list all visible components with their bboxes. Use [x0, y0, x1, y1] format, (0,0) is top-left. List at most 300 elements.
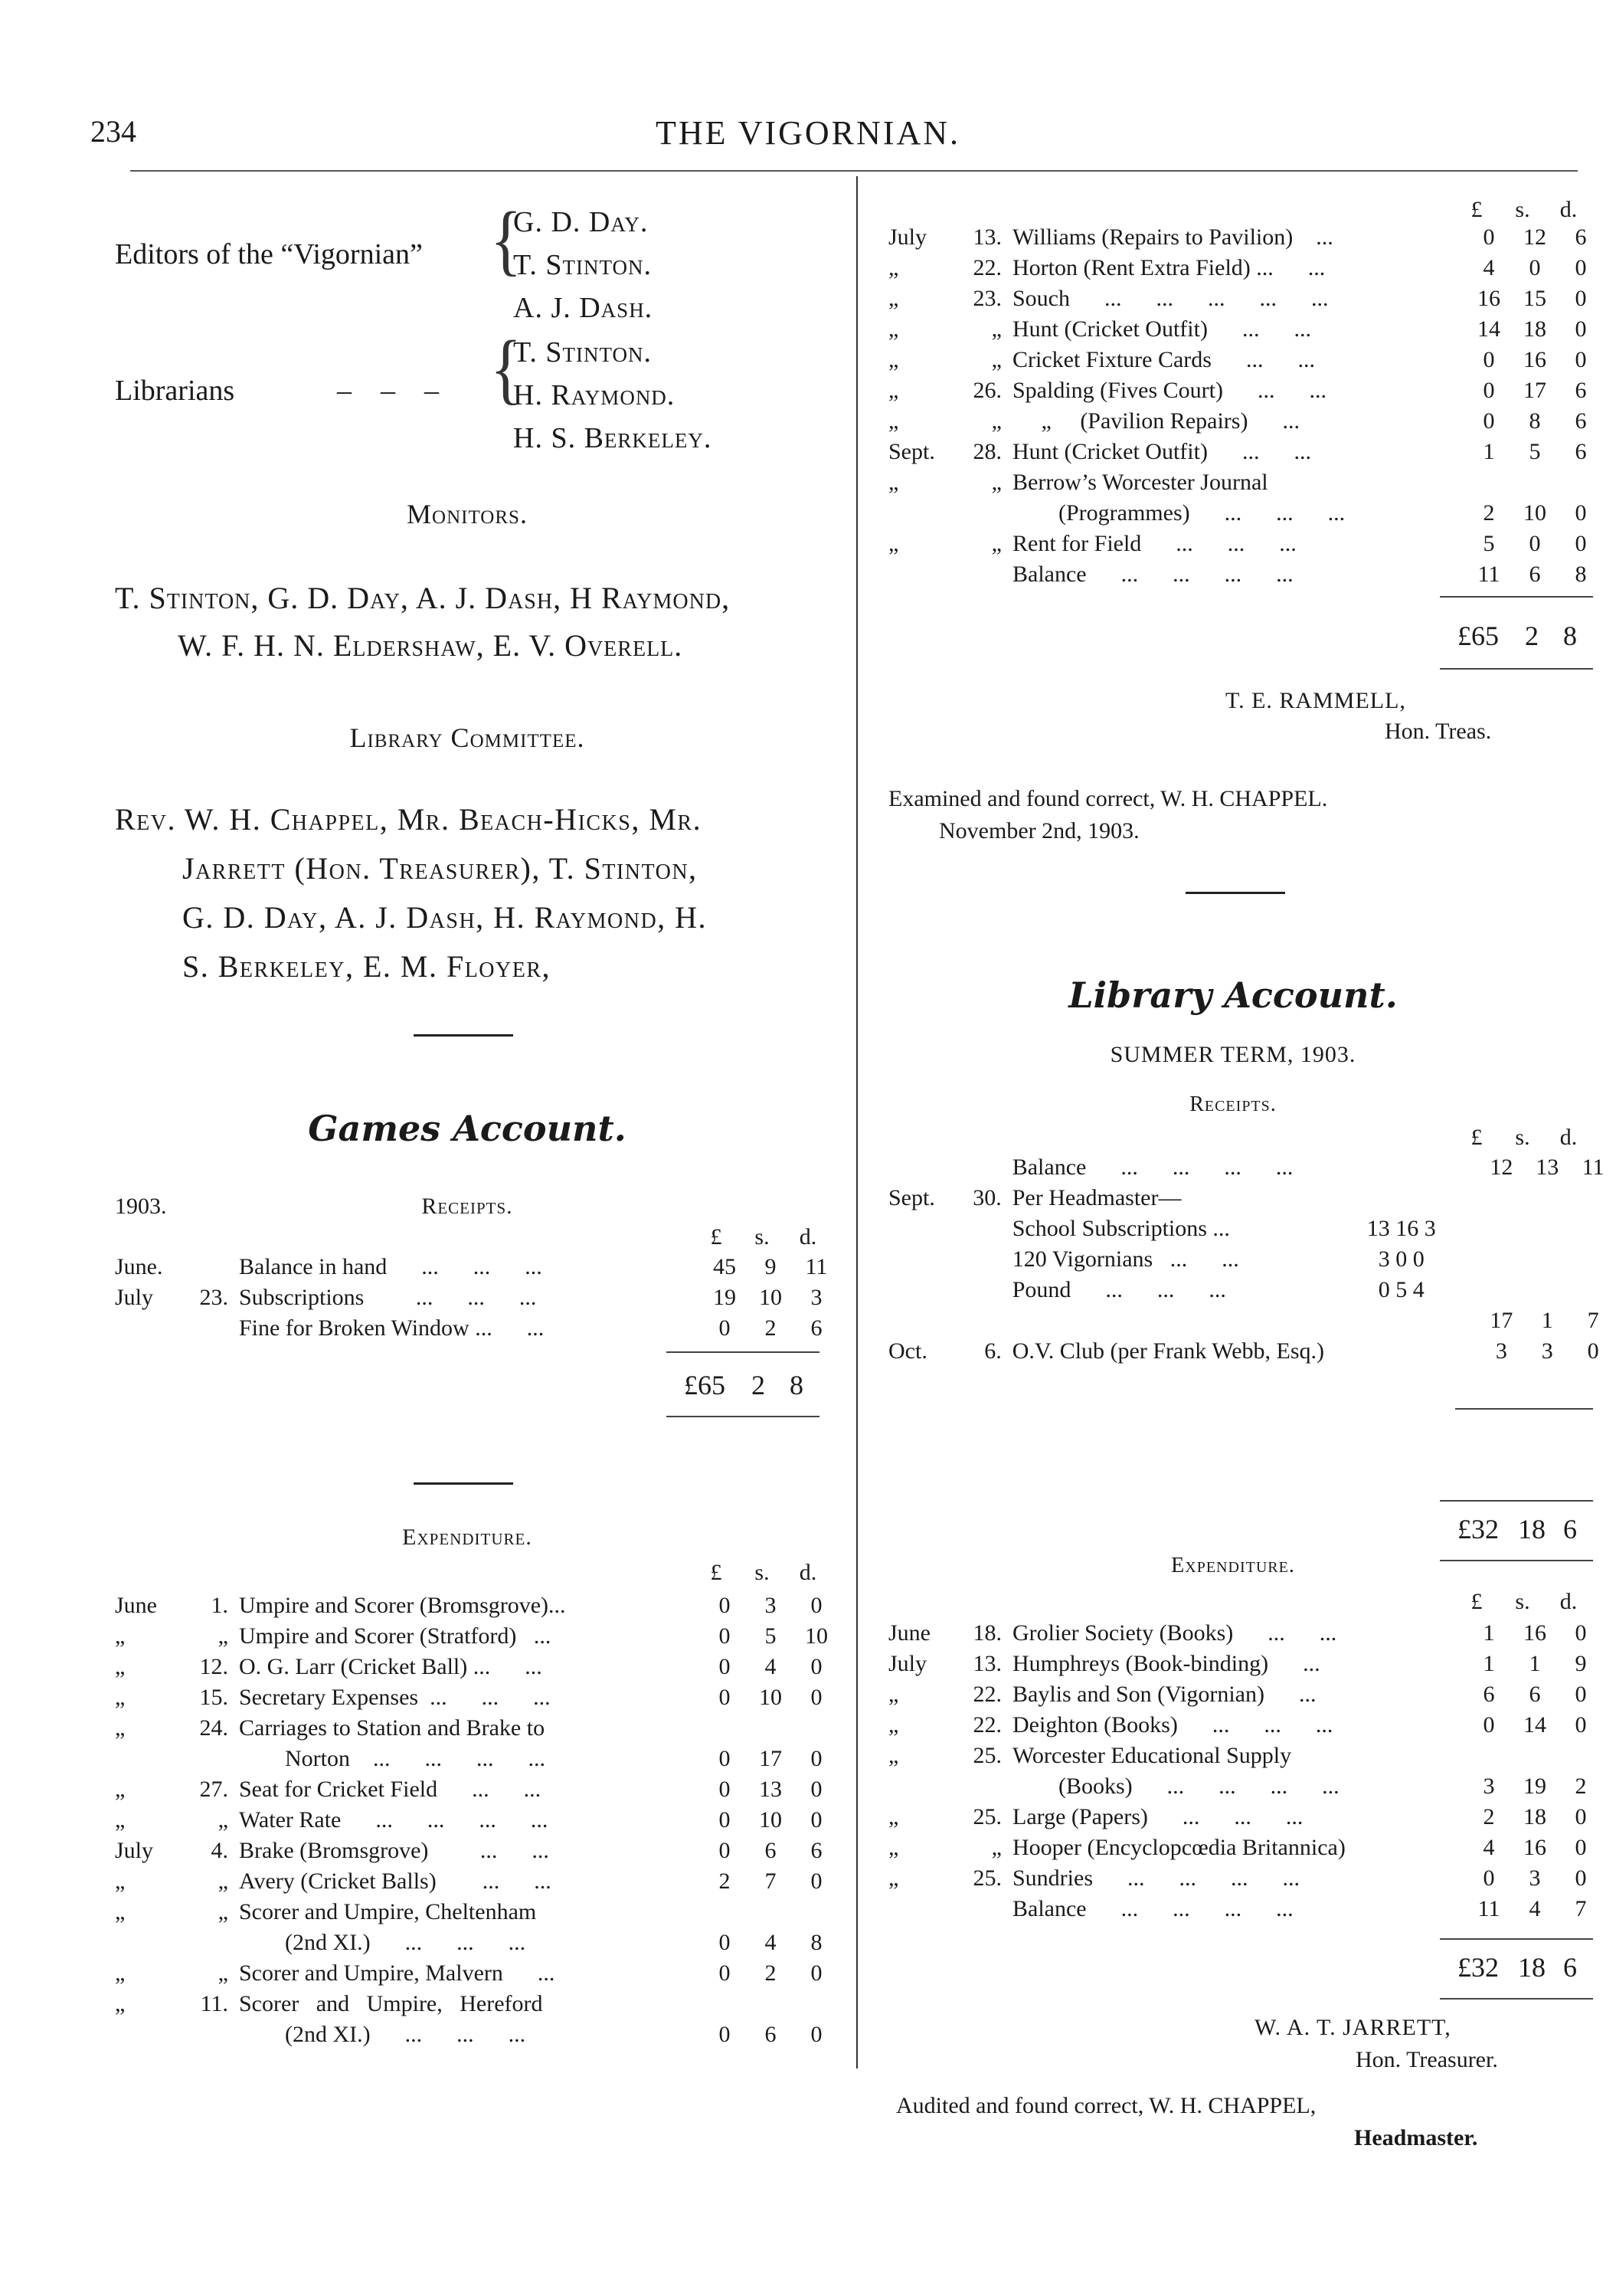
amount-pence: 6 — [1575, 224, 1587, 250]
total-rule — [1440, 668, 1593, 670]
amount-pence: 0 — [810, 1777, 823, 1802]
entry-item: (Books) ... ... ... ... — [1012, 1774, 1340, 1799]
amount-pounds — [702, 1989, 747, 2019]
entry-item: Balance ... ... ... ... — [1012, 562, 1294, 587]
entry-month: June — [888, 1620, 931, 1646]
running-title: THE VIGORNIAN. — [655, 114, 961, 152]
amount-pounds — [1478, 1183, 1524, 1214]
table-row — [115, 1744, 839, 1774]
amount-pence: 0 — [810, 1807, 823, 1833]
amount-pounds: 45 — [713, 1254, 736, 1279]
amount-shillings: 12 — [1523, 224, 1546, 250]
amount-pounds: 0 — [718, 1654, 731, 1679]
library-receipts-heading: Receipts. — [1189, 1092, 1277, 1116]
amount-shillings: 9 — [764, 1254, 777, 1279]
entry-item: Souch ... ... ... ... ... — [1012, 286, 1329, 311]
entry-month: Oct. — [888, 1338, 927, 1364]
entry-item: School Subscriptions ... — [1012, 1216, 1230, 1241]
library-expenditure-total: £32 18 6 — [1457, 1952, 1577, 1983]
amount-shillings — [747, 1713, 793, 1744]
entry-item: O.V. Club (per Frank Webb, Esq.) — [1012, 1338, 1325, 1364]
amount-shillings: 7 — [764, 1869, 777, 1894]
entry-item: Hunt (Cricket Outfit) ... ... — [1012, 316, 1311, 342]
amount-pounds: 2 — [718, 1869, 731, 1894]
entry-item: Williams (Repairs to Pavilion) ... — [1012, 224, 1333, 250]
amount-shillings: 15 — [1523, 286, 1546, 311]
editors-label: Editors of the “Vigornian” — [115, 238, 423, 270]
entry-day: „ — [991, 316, 1002, 342]
amount-pence: 2 — [1575, 1774, 1587, 1799]
amount-shillings: 10 — [759, 1685, 782, 1710]
table-row — [888, 529, 1604, 559]
library-receipts-lsd-header: £ s. d. — [1470, 1125, 1578, 1150]
amount-pounds: 5 — [1483, 531, 1495, 556]
library-receipts-total: £32 18 6 — [1457, 1514, 1577, 1544]
amount-pounds: 2 — [1483, 1804, 1495, 1829]
games-treasurer-title: Hon. Treas. — [1385, 719, 1492, 744]
total-rule — [1440, 596, 1593, 598]
amount-pence: 10 — [805, 1623, 828, 1649]
table-row — [888, 283, 1604, 314]
entry-month — [888, 559, 954, 590]
amount-shillings: 8 — [1529, 408, 1541, 434]
amount-shillings: 6 — [1529, 562, 1541, 587]
table-row — [888, 1771, 1604, 1802]
amount-pounds — [1466, 1741, 1512, 1771]
entry-month — [115, 1928, 181, 1958]
amount-shillings — [1524, 1244, 1570, 1275]
amount-shillings: 4 — [764, 1930, 777, 1955]
amount-pounds: 0 — [718, 1838, 731, 1863]
entry-item: Scorer and Umpire, Malvern ... — [239, 1960, 555, 1986]
amount-pence: 0 — [1575, 531, 1587, 556]
table-row — [888, 1679, 1604, 1710]
amount-pence: 0 — [1575, 316, 1587, 342]
amount-pence: 6 — [810, 1838, 823, 1863]
amount-pence — [1570, 1183, 1616, 1214]
games-examined-note: Examined and found correct, W. H. CHAPPEL. November 2nd, 1903. — [888, 786, 1328, 843]
entry-month: „ — [115, 1991, 126, 2016]
amount-pence — [1570, 1214, 1616, 1244]
table-row — [888, 1275, 1616, 1305]
amount-shillings: 6 — [764, 2022, 777, 2047]
entry-day: 1. — [211, 1593, 228, 1618]
entry-item: Avery (Cricket Balls) ... ... — [239, 1869, 551, 1894]
library-expenditure-lsd-header: £ s. d. — [1470, 1589, 1578, 1614]
entry-subamount: 0 5 4 — [1378, 1277, 1425, 1302]
entry-item: (2nd XI.) ... ... ... — [239, 1930, 526, 1955]
entry-month — [888, 1305, 954, 1336]
entry-day — [181, 1313, 239, 1344]
entry-item: Sundries ... ... ... ... — [1012, 1865, 1300, 1891]
amount-shillings: 5 — [1529, 439, 1541, 464]
entry-day — [954, 498, 1012, 529]
amount-pence — [1558, 1741, 1604, 1771]
entry-item: Water Rate ... ... ... ... — [239, 1807, 548, 1833]
table-row — [888, 1183, 1616, 1214]
entry-day: 26. — [973, 378, 1002, 403]
entry-item: Pound ... ... ... — [1012, 1277, 1226, 1302]
entry-month: July — [888, 1651, 927, 1676]
table-row — [115, 1621, 839, 1652]
amount-pence: 0 — [1575, 255, 1587, 280]
entry-month — [888, 1214, 954, 1244]
section-rule — [414, 1482, 513, 1485]
entry-day — [954, 559, 1012, 590]
amount-shillings: 3 — [764, 1593, 777, 1618]
subtotal-rule — [1455, 1408, 1593, 1410]
entry-item: Humphreys (Book-binding) ... — [1012, 1651, 1320, 1676]
amount-shillings: 1 — [1529, 1651, 1541, 1676]
entry-item: Hooper (Encyclopcœdia Britannica) — [1012, 1835, 1346, 1860]
amount-pence: 7 — [1587, 1308, 1599, 1333]
entry-month — [115, 1313, 181, 1344]
library-treasurer-title: Hon. Treasurer. — [1356, 2047, 1498, 2072]
entry-month: Sept. — [888, 1185, 935, 1210]
library-treasurer-name: W. A. T. JARRETT, — [1255, 2015, 1451, 2040]
entry-item: 120 Vigornians ... ... — [1012, 1246, 1239, 1272]
games-treasurer-name: T. E. RAMMELL, — [1225, 688, 1406, 713]
table-row — [888, 1336, 1616, 1367]
amount-shillings: 18 — [1523, 316, 1546, 342]
entry-subamount — [1324, 1336, 1478, 1367]
entry-day: 25. — [973, 1743, 1002, 1768]
table-row — [115, 1928, 839, 1958]
amount-pounds: 12 — [1490, 1155, 1513, 1180]
table-row — [115, 1989, 839, 2019]
entry-item: Fine for Broken Window ... ... — [239, 1315, 545, 1341]
amount-pence: 6 — [1575, 378, 1587, 403]
amount-pence — [793, 1713, 839, 1744]
entry-day: 18. — [973, 1620, 1002, 1646]
amount-pence: 0 — [810, 1869, 823, 1894]
table-row — [888, 1802, 1604, 1833]
entry-item: Subscriptions ... ... ... — [239, 1285, 537, 1310]
table-row — [115, 2019, 839, 2050]
entry-item: Balance in hand ... ... ... — [239, 1254, 542, 1279]
editor-name: T. Stinton. — [513, 249, 653, 281]
entry-item: Spalding (Fives Court) ... ... — [1012, 378, 1326, 403]
amount-pounds: 0 — [1483, 1865, 1495, 1891]
entry-subamount: 13 16 3 — [1366, 1216, 1436, 1241]
entry-item: Per Headmaster— — [1012, 1185, 1182, 1210]
entry-day — [181, 2019, 239, 2050]
library-expenditure-heading: Expenditure. — [1171, 1554, 1295, 1577]
entry-month: „ — [888, 255, 899, 280]
entry-day: 12. — [199, 1654, 228, 1679]
amount-pounds: 0 — [718, 1807, 731, 1833]
entry-month — [888, 1771, 954, 1802]
entry-month: „ — [115, 1869, 126, 1894]
amount-pounds: 17 — [1490, 1308, 1513, 1333]
total-rule — [666, 1351, 819, 1353]
library-audited-signer: Headmaster. — [1354, 2125, 1478, 2150]
librarian-name: H. Raymond. — [513, 379, 676, 411]
amount-shillings: 3 — [1529, 1865, 1541, 1891]
table-row — [888, 1649, 1604, 1679]
amount-shillings — [1512, 467, 1558, 498]
amount-shillings: 14 — [1523, 1712, 1546, 1738]
entry-item: (2nd XI.) ... ... ... — [239, 2022, 526, 2047]
amount-shillings: 17 — [759, 1746, 782, 1771]
amount-shillings: 19 — [1523, 1774, 1546, 1799]
library-receipts-table — [888, 1152, 1616, 1367]
entry-day: 13. — [973, 1651, 1002, 1676]
amount-shillings: 6 — [1529, 1682, 1541, 1707]
amount-pounds: 11 — [1477, 562, 1500, 587]
amount-shillings: 4 — [764, 1654, 777, 1679]
games-year: 1903. — [115, 1194, 167, 1219]
table-row — [115, 1252, 839, 1282]
editors-brace: { — [490, 195, 522, 283]
games-receipts-lsd-header: £ s. d. — [710, 1224, 817, 1250]
entry-month — [888, 1152, 954, 1183]
page-number: 234 — [90, 114, 136, 149]
entry-item: Balance ... ... ... ... — [1012, 1896, 1294, 1921]
section-rule — [1186, 892, 1285, 894]
monitors-line: T. Stinton, G. D. Day, A. J. Dash, H Raymond, — [115, 581, 731, 615]
amount-pounds: 4 — [1483, 255, 1495, 280]
monitors-line: W. F. H. N. Eldershaw, E. V. Overell. — [178, 628, 683, 663]
entry-item: Large (Papers) ... ... ... — [1012, 1804, 1304, 1829]
entry-day: „ — [991, 347, 1002, 372]
entry-month: „ — [888, 378, 899, 403]
table-row — [888, 375, 1604, 406]
library-committee-heading: Library Committee. — [349, 722, 585, 753]
amount-pounds: 1 — [1483, 1651, 1495, 1676]
table-row — [115, 1866, 839, 1897]
amount-shillings: 4 — [1529, 1896, 1541, 1921]
amount-pounds: 1 — [1483, 1620, 1495, 1646]
entry-day: 22. — [973, 255, 1002, 280]
librarians-label: Librarians — [115, 375, 235, 407]
editor-name: G. D. Day. — [513, 206, 649, 238]
amount-pence: 0 — [1575, 286, 1587, 311]
entry-item: Scorer and Umpire, Cheltenham — [239, 1899, 537, 1924]
committee-line: Rev. W. H. Chappel, Mr. Beach-Hicks, Mr. — [115, 802, 702, 837]
entry-day — [954, 1894, 1012, 1924]
entry-subamount: 3 0 0 — [1378, 1246, 1425, 1272]
entry-day — [954, 1244, 1012, 1275]
amount-pence — [793, 1989, 839, 2019]
library-expenditure-table — [888, 1618, 1604, 1924]
amount-pence: 0 — [810, 1685, 823, 1710]
entry-day: 28. — [973, 439, 1002, 464]
amount-pounds: 2 — [1483, 500, 1495, 526]
amount-pounds: 4 — [1483, 1835, 1495, 1860]
amount-pounds: 0 — [1483, 347, 1495, 372]
entry-day: 23. — [973, 286, 1002, 311]
amount-pence — [793, 1897, 839, 1928]
entry-month: „ — [115, 1715, 126, 1741]
entry-month: July — [888, 224, 927, 250]
amount-pence — [1558, 467, 1604, 498]
table-row — [888, 314, 1604, 345]
librarians-brace: { — [490, 323, 522, 412]
entry-month: „ — [888, 316, 899, 342]
amount-shillings: 3 — [1541, 1338, 1553, 1364]
amount-pounds: 0 — [718, 1315, 731, 1341]
amount-pounds: 14 — [1477, 316, 1500, 342]
amount-pence: 0 — [810, 2022, 823, 2047]
table-row — [888, 1833, 1604, 1863]
amount-shillings: 16 — [1523, 1620, 1546, 1646]
table-row — [888, 467, 1604, 498]
entry-subamount — [1324, 1305, 1478, 1336]
library-committee-list — [115, 795, 707, 991]
amount-pence: 8 — [1575, 562, 1587, 587]
entry-day — [181, 1252, 239, 1282]
games-receipts-table — [115, 1252, 839, 1344]
entry-month: July — [115, 1838, 154, 1863]
amount-shillings — [1524, 1214, 1570, 1244]
entry-item: Berrow’s Worcester Journal — [1012, 470, 1268, 495]
amount-shillings: 0 — [1529, 255, 1541, 280]
editors-names — [513, 201, 653, 329]
amount-shillings: 13 — [759, 1777, 782, 1802]
entry-month: „ — [888, 1804, 899, 1829]
table-row — [888, 1894, 1604, 1924]
entry-month — [888, 498, 954, 529]
entry-month: „ — [115, 1899, 126, 1924]
entry-item: Hunt (Cricket Outfit) ... ... — [1012, 439, 1311, 464]
table-row — [888, 1214, 1616, 1244]
library-audited-line: Audited and found correct, W. H. CHAPPEL, — [896, 2093, 1317, 2118]
entry-day: „ — [218, 1899, 228, 1924]
entry-day — [181, 1744, 239, 1774]
table-row — [888, 345, 1604, 375]
entry-item: Baylis and Son (Vigornian) ... — [1012, 1682, 1317, 1707]
library-account-heading: Library Account. — [1068, 974, 1398, 1016]
amount-pounds: 3 — [1483, 1774, 1495, 1799]
amount-shillings — [747, 1897, 793, 1928]
amount-pence: 0 — [1575, 1682, 1587, 1707]
entry-month: „ — [115, 1685, 126, 1710]
entry-day: 22. — [973, 1712, 1002, 1738]
games-account-heading: Games Account. — [308, 1108, 626, 1149]
amount-pence: 0 — [1575, 1804, 1587, 1829]
amount-pounds — [1478, 1275, 1524, 1305]
entry-item: Scorer and Umpire, Hereford — [239, 1991, 543, 2016]
total-rule — [1440, 1938, 1593, 1940]
amount-pounds: 0 — [718, 1685, 731, 1710]
entry-day: 25. — [973, 1865, 1002, 1891]
table-row — [115, 1713, 839, 1744]
entry-day: 22. — [973, 1682, 1002, 1707]
entry-subamount — [1324, 1183, 1478, 1214]
entry-month: June. — [115, 1254, 163, 1279]
entry-item: Horton (Rent Extra Field) ... ... — [1012, 255, 1326, 280]
entry-item: Worcester Educational Supply — [1012, 1743, 1292, 1768]
amount-pounds: 0 — [718, 1960, 731, 1986]
table-row — [888, 1710, 1604, 1741]
games-continued-table — [888, 222, 1604, 590]
entry-item: Secretary Expenses ... ... ... — [239, 1685, 551, 1710]
amount-pounds: 6 — [1483, 1682, 1495, 1707]
entry-month: „ — [115, 1654, 126, 1679]
entry-day: „ — [218, 1960, 228, 1986]
entry-day: „ — [218, 1807, 228, 1833]
entry-day — [954, 1214, 1012, 1244]
entry-item: O. G. Larr (Cricket Ball) ... ... — [239, 1654, 542, 1679]
entry-item: Deighton (Books) ... ... ... — [1012, 1712, 1333, 1738]
entry-day: 4. — [211, 1838, 228, 1863]
amount-shillings: 2 — [764, 1315, 777, 1341]
table-row — [888, 559, 1604, 590]
amount-pence: 0 — [810, 1746, 823, 1771]
amount-pounds: 0 — [718, 1623, 731, 1649]
amount-pounds: 3 — [1495, 1338, 1507, 1364]
amount-pence: 7 — [1575, 1896, 1587, 1921]
table-row — [115, 1682, 839, 1713]
entry-day: 30. — [973, 1185, 1002, 1210]
monitors-heading: Monitors. — [407, 499, 528, 529]
entry-item: Balance ... ... ... ... — [1012, 1155, 1294, 1180]
entry-day: „ — [991, 470, 1002, 495]
table-row — [115, 1897, 839, 1928]
entry-month: „ — [115, 1623, 126, 1649]
entry-day: 25. — [973, 1804, 1002, 1829]
amount-pounds: 19 — [713, 1285, 736, 1310]
entry-item: „ (Pavilion Repairs) ... — [1012, 408, 1300, 434]
entry-month — [888, 1894, 954, 1924]
amount-pence: 0 — [1575, 1865, 1587, 1891]
amount-pence: 9 — [1575, 1651, 1587, 1676]
entry-day — [954, 1275, 1012, 1305]
entry-month: „ — [888, 1712, 899, 1738]
entry-day: 11. — [200, 1991, 228, 2016]
amount-pounds: 1 — [1483, 439, 1495, 464]
entry-day: 24. — [199, 1715, 228, 1741]
amount-pence: 6 — [1575, 408, 1587, 434]
table-row — [115, 1652, 839, 1682]
entry-month: „ — [888, 531, 899, 556]
amount-pounds — [1478, 1244, 1524, 1275]
amount-pounds: 0 — [1483, 224, 1495, 250]
amount-pence: 3 — [810, 1285, 823, 1310]
entry-item: Grolier Society (Books) ... ... — [1012, 1620, 1337, 1646]
games-receipts-total: £65 2 8 — [684, 1370, 803, 1400]
entry-day: „ — [991, 531, 1002, 556]
amount-shillings: 1 — [1541, 1308, 1553, 1333]
amount-shillings — [1524, 1183, 1570, 1214]
entry-month: „ — [888, 1865, 899, 1891]
amount-shillings: 5 — [764, 1623, 777, 1649]
amount-pence: 11 — [805, 1254, 828, 1279]
entry-item: (Programmes) ... ... ... — [1012, 500, 1346, 526]
section-rule — [414, 1034, 513, 1037]
amount-shillings: 6 — [764, 1838, 777, 1863]
amount-shillings: 13 — [1536, 1155, 1559, 1180]
amount-pounds — [1466, 467, 1512, 498]
table-row — [888, 1618, 1604, 1649]
entry-month: Sept. — [888, 439, 935, 464]
amount-pounds — [1478, 1214, 1524, 1244]
entry-item: Umpire and Scorer (Bromsgrove)... — [239, 1593, 566, 1618]
table-row — [888, 1863, 1604, 1894]
entry-day: „ — [991, 408, 1002, 434]
amount-pounds — [702, 1713, 747, 1744]
total-rule — [1440, 1998, 1593, 2000]
entry-month: „ — [888, 408, 899, 434]
entry-item: Brake (Bromsgrove) ... ... — [239, 1838, 549, 1863]
entry-month: „ — [888, 286, 899, 311]
amount-pence: 0 — [1575, 1620, 1587, 1646]
librarian-name: H. S. Berkeley. — [513, 422, 712, 454]
entry-day: 23. — [199, 1285, 228, 1310]
amount-shillings: 16 — [1523, 347, 1546, 372]
header-rule — [130, 170, 1578, 172]
